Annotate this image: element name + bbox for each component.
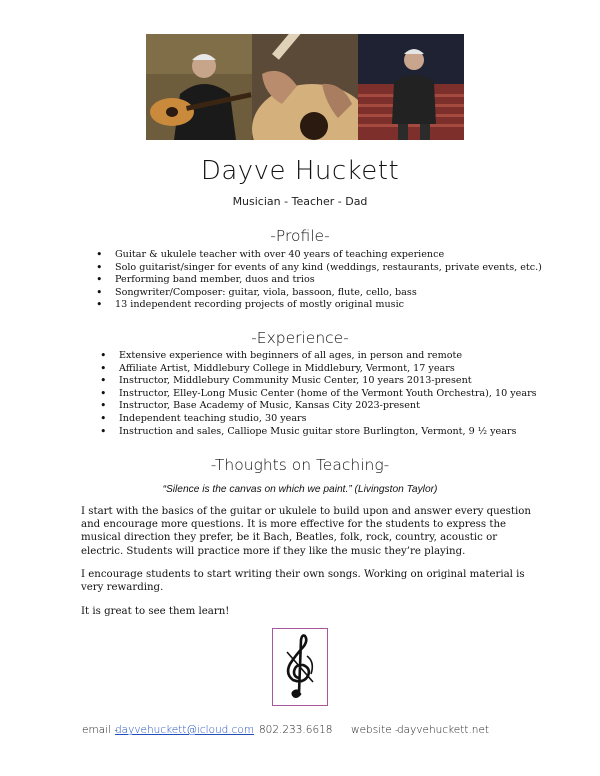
list-item: • Instructor, Base Academy of Music, Kansas City 2023-present: [96, 400, 537, 413]
list-item: • Instructor, Elley-Long Music Center (home of the Vermont Youth Orchestra), 10 years: [96, 388, 537, 401]
paragraph: I encourage students to start writing their own songs. Working on original material is very rewarding.: [81, 569, 525, 594]
list-item: • Performing band member, duos and trios: [92, 274, 542, 287]
page-title: Dayve Huckett: [200, 156, 400, 186]
paragraph: I start with the basics of the guitar or ukulele to build upon and answer every question and encourage more questions. It is more effective for the students to express the musical direction they prefer, be it Bach, Beatles, folk, rock, country, acoustic or electric. Students will practice more if they like the music they’re playing.: [81, 506, 531, 557]
photo-banner: [146, 34, 464, 140]
experience-heading: -Experience-: [251, 329, 349, 347]
phone-number: 802.233.6618: [259, 724, 333, 736]
list-item: • Instruction and sales, Calliope Music guitar store Burlington, Vermont, 9 ½ years: [96, 426, 537, 439]
tagline: Musician - Teacher - Dad: [232, 195, 368, 208]
website-label: website -: [351, 724, 399, 736]
thoughts-heading: -Thoughts on Teaching-: [210, 456, 390, 474]
photo-guitarist-portrait: [146, 34, 252, 140]
email-link[interactable]: dayvehuckett@icloud.com: [115, 724, 255, 736]
quote: “Silence is the canvas on which we paint.” (Livingston Taylor): [162, 484, 438, 495]
paragraph: It is great to see them learn!: [81, 606, 230, 617]
list-item: • Affiliate Artist, Middlebury College in Middlebury, Vermont, 17 years: [96, 363, 537, 376]
photo-guitar-closeup: [252, 34, 358, 140]
website-link[interactable]: dayvehuckett.net: [397, 724, 490, 736]
list-item: • Independent teaching studio, 30 years: [96, 413, 537, 426]
list-item: • 13 independent recording projects of mostly original music: [92, 299, 542, 312]
treble-clef-logo-icon: [272, 628, 328, 706]
photo-concert-hall: [358, 34, 464, 140]
profile-heading: -Profile-: [270, 227, 330, 245]
experience-list: [96, 350, 537, 438]
profile-list: [92, 249, 542, 312]
list-item: • Songwriter/Composer: guitar, viola, bassoon, flute, cello, bass: [92, 287, 542, 300]
email-label: email -: [82, 724, 119, 736]
list-item: • Solo guitarist/singer for events of any kind (weddings, restaurants, private events, etc.): [92, 262, 542, 275]
list-item: • Instructor, Middlebury Community Music Center, 10 years 2013-present: [96, 375, 537, 388]
list-item: • Extensive experience with beginners of all ages, in person and remote: [96, 350, 537, 363]
list-item: • Guitar & ukulele teacher with over 40 years of teaching experience: [92, 249, 542, 262]
